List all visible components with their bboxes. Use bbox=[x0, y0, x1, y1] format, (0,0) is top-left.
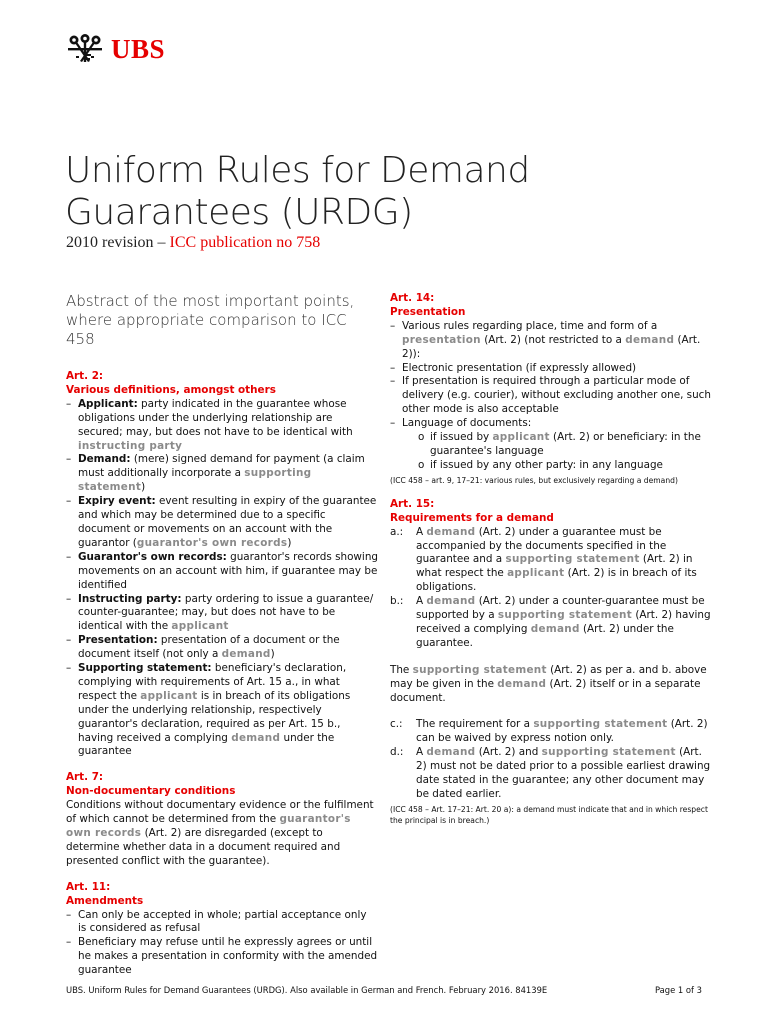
art15-label: Art. 15: bbox=[390, 497, 435, 510]
art14-heading: Presentation bbox=[390, 305, 466, 318]
defined-term-highlight: supporting statement bbox=[505, 553, 640, 566]
definition-item bbox=[66, 551, 378, 593]
art2-label: Art. 2: bbox=[66, 370, 104, 382]
art11-label: Art. 11: bbox=[66, 880, 111, 893]
definition-term: Guarantor's own records: bbox=[78, 550, 227, 563]
defined-term-highlight: demand bbox=[426, 746, 476, 759]
sublist-item: o if issued by any other party: in any language bbox=[418, 459, 712, 473]
list-item: – Electronic presentation (if expressly allowed) bbox=[390, 362, 712, 376]
defined-term-highlight: supporting statement bbox=[497, 609, 633, 622]
defined-term-highlight: supporting statement bbox=[533, 718, 668, 731]
list-item bbox=[390, 417, 712, 473]
body-text: (Art. 2) as per a. and b. above may be given in the bbox=[390, 663, 707, 690]
subtitle-publication: ICC publication no 758 bbox=[169, 234, 321, 251]
item-text bbox=[416, 526, 712, 596]
defined-term-highlight: supporting statement bbox=[78, 467, 312, 494]
body-text: (Art. 2) under a counter-guarantee must be supported by a bbox=[416, 595, 705, 622]
definition-item bbox=[66, 662, 378, 759]
definition-text: guarantor's records showing movements on an account with him, if guarantee may be identified bbox=[78, 550, 378, 591]
definition-text: ) bbox=[270, 648, 275, 661]
section-art14 bbox=[390, 292, 712, 486]
body-text: (Art. 2) is in breach of its obligations. bbox=[416, 567, 697, 594]
item-text bbox=[416, 595, 712, 651]
list-item: – Can only be accepted in whole; partial acceptance only is considered as refusal bbox=[66, 909, 378, 937]
definition-text: party ordering to issue a guarantee/ counter-guarantee; may, but does not have to be identical with the bbox=[78, 592, 374, 633]
sublist-item bbox=[418, 431, 712, 459]
body-text: A bbox=[416, 746, 427, 759]
defined-term-highlight: applicant bbox=[492, 431, 550, 444]
definition-term: Supporting statement: bbox=[78, 662, 212, 675]
body-text: (Art. 2) in what respect the bbox=[416, 553, 693, 580]
body-text: The bbox=[390, 663, 413, 676]
footer-citation: UBS. Uniform Rules for Demand Guarantees (URDG). Also available in German and French. February 2016. 84139E bbox=[66, 985, 548, 995]
defined-term-highlight: applicant bbox=[140, 689, 198, 702]
art2-definitions-list bbox=[66, 398, 378, 760]
body-text: The requirement for a bbox=[416, 718, 534, 731]
definition-item bbox=[66, 593, 378, 635]
defined-term-highlight: guarantor's own records bbox=[66, 813, 351, 839]
art14-label: Art. 14: bbox=[390, 292, 435, 304]
art15-item-a bbox=[390, 526, 712, 596]
art2-heading: Various definitions, amongst others bbox=[66, 383, 276, 396]
art11-heading: Amendments bbox=[66, 894, 144, 907]
art7-body bbox=[66, 799, 378, 869]
item-text bbox=[416, 746, 712, 802]
definition-text: ) bbox=[287, 536, 292, 549]
defined-term-highlight: supporting statement bbox=[412, 663, 547, 676]
art15-paragraph bbox=[390, 664, 712, 706]
definition-text: (mere) signed demand for payment (a claim must additionally incorporate a bbox=[78, 453, 365, 480]
defined-term-highlight: demand bbox=[625, 333, 675, 346]
body-text: (Art. 2) under the guarantee. bbox=[416, 622, 674, 649]
definition-item bbox=[66, 398, 378, 454]
body-text: (Art. 2)): bbox=[402, 333, 701, 360]
body-text: A bbox=[416, 525, 427, 538]
abstract-text: Abstract of the most important points, where appropriate comparison to ICC 458 bbox=[66, 292, 355, 348]
body-text: (Art. 2) can be waived by express notion only. bbox=[416, 718, 708, 745]
art15-item-c bbox=[390, 718, 712, 746]
definition-text: under the guarantee bbox=[78, 731, 335, 758]
right-column bbox=[390, 292, 712, 838]
definition-text: ) bbox=[141, 481, 146, 494]
list-item: – Beneficiary may refuse until he expressly agrees or until he makes a presentation in conformity with the amended guarantee bbox=[66, 936, 378, 978]
subtitle-revision: 2010 revision – bbox=[66, 234, 170, 251]
body-text: (Art. 2) are disregarded (except to determine whether data in a document required and presented conflict with the guarantee). bbox=[66, 827, 341, 867]
definition-item bbox=[66, 495, 378, 551]
page-number: Page 1 of 3 bbox=[655, 985, 702, 995]
item-label: b.: bbox=[390, 595, 404, 608]
page-footer bbox=[66, 984, 702, 996]
definition-text: party indicated in the guarantee whose obligations under the underlying relationship are secured; may, but does not have to be identical with bbox=[78, 397, 353, 438]
art7-label: Art. 7: bbox=[66, 771, 104, 784]
keys-icon bbox=[66, 34, 104, 64]
definition-text: presentation of a document or the document itself (not only a bbox=[78, 634, 340, 661]
body-text: Language of documents: bbox=[402, 417, 532, 430]
art7-heading: Non-documentary conditions bbox=[66, 785, 236, 798]
body-text: if issued by bbox=[430, 431, 493, 444]
art14-list bbox=[390, 320, 712, 473]
left-column bbox=[66, 292, 378, 990]
body-text: (Art. 2) must not be dated prior to a possible earliest drawing date stated in the guarantee; any other document may be dated earlier. bbox=[416, 746, 711, 800]
definition-text: is in breach of its obligations under the underlying relationship, respectively guarantor's declaration, required as per Art. 15 b., having received a complying bbox=[78, 689, 351, 744]
defined-term-highlight: instructing party bbox=[78, 439, 183, 452]
definition-text: beneficiary's declaration, complying with requirements of Art. 15 a., in what respect the bbox=[78, 662, 347, 702]
body-text: (Art. 2) and bbox=[475, 746, 542, 759]
defined-term-highlight: supporting statement bbox=[541, 746, 676, 759]
item-label: a.: bbox=[390, 525, 404, 538]
item-label: c.: bbox=[390, 718, 403, 731]
definition-term: Instructing party: bbox=[78, 592, 182, 605]
defined-term-highlight: guarantor's own records bbox=[136, 536, 288, 549]
definition-item bbox=[66, 634, 378, 662]
art15-icc-note: (ICC 458 – Art. 17–21: Art. 20 a): a demand must indicate that and in which respect the principal is in breach.) bbox=[390, 804, 708, 825]
body-text: Various rules regarding place, time and form of a bbox=[402, 319, 658, 332]
defined-term-highlight: demand bbox=[530, 622, 580, 635]
item-text bbox=[416, 718, 712, 746]
section-art2 bbox=[66, 370, 378, 759]
list-item: – If presentation is required through a particular mode of delivery (e.g. courier), without excluding another one, such other mode is also acceptable bbox=[390, 375, 712, 417]
art15-item-d bbox=[390, 746, 712, 802]
definition-term: Applicant: bbox=[78, 397, 138, 410]
art11-list bbox=[66, 909, 378, 979]
body-text: Conditions without documentary evidence or the fulfilment of which cannot be determined from the bbox=[66, 799, 374, 826]
definition-term: Demand: bbox=[78, 453, 131, 466]
page-title: Uniform Rules for Demand Guarantees (URDG) bbox=[65, 150, 530, 233]
defined-term-highlight: presentation bbox=[402, 333, 481, 346]
list-item bbox=[390, 320, 712, 362]
definition-term: Presentation: bbox=[78, 634, 158, 647]
art15-item-b bbox=[390, 595, 712, 651]
art14-icc-note: (ICC 458 – art. 9, 17–21: various rules, but exclusively regarding a demand) bbox=[390, 475, 678, 485]
section-art15 bbox=[390, 498, 712, 826]
defined-term-highlight: applicant bbox=[507, 567, 565, 580]
defined-term-highlight: demand bbox=[221, 648, 271, 661]
definition-text: event resulting in expiry of the guarantee and which may be determined due to a specific document or movements on an account with the guarantor ( bbox=[78, 495, 377, 549]
language-sublist bbox=[402, 431, 712, 473]
body-text: (Art. 2) having received a complying bbox=[416, 609, 711, 635]
defined-term-highlight: demand bbox=[426, 595, 476, 608]
body-text: A bbox=[416, 595, 427, 608]
body-text: (Art. 2) or beneficiary: in the guarantee's language bbox=[430, 431, 701, 457]
art15-heading: Requirements for a demand bbox=[390, 511, 554, 524]
page-subtitle bbox=[66, 234, 320, 252]
defined-term-highlight: demand bbox=[426, 525, 476, 538]
section-art11 bbox=[66, 881, 378, 978]
definition-term: Expiry event: bbox=[78, 495, 156, 508]
defined-term-highlight: applicant bbox=[171, 620, 229, 633]
definition-item bbox=[66, 453, 378, 495]
item-label: d.: bbox=[390, 746, 404, 759]
section-art7 bbox=[66, 771, 378, 868]
body-text: (Art. 2) under a guarantee must be accompanied by the documents specified in the guarantee and a bbox=[416, 525, 667, 566]
body-text: (Art. 2) (not restricted to a bbox=[480, 333, 626, 346]
defined-term-highlight: demand bbox=[231, 731, 281, 744]
body-text: (Art. 2) itself or in a separate document. bbox=[390, 677, 701, 704]
defined-term-highlight: demand bbox=[497, 677, 547, 690]
brand-name: UBS bbox=[111, 33, 166, 64]
ubs-logo bbox=[66, 34, 165, 64]
